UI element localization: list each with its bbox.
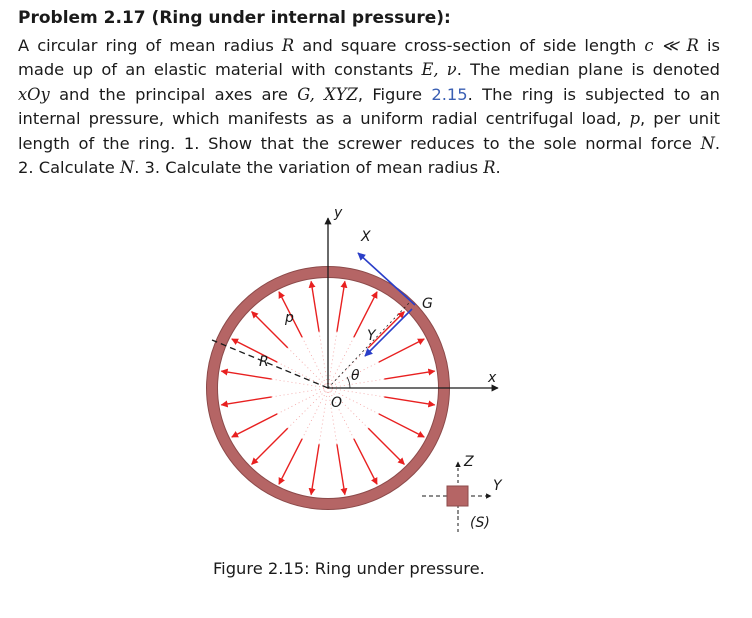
pressure-arrow bbox=[384, 371, 434, 379]
text-run: 2. Calculate bbox=[18, 158, 120, 178]
pressure-arrow bbox=[379, 339, 424, 362]
pressure-arrow bbox=[311, 281, 319, 331]
dotted-radial bbox=[272, 388, 328, 397]
label-section-Y: Y bbox=[493, 478, 502, 494]
text-run: is bbox=[698, 36, 720, 55]
label-p: p bbox=[285, 310, 294, 326]
pressure-arrow bbox=[252, 428, 288, 464]
pressure-arrow bbox=[232, 414, 277, 437]
pressure-arrow bbox=[368, 428, 404, 464]
figure-caption: Figure 2.15: Ring under pressure. bbox=[213, 559, 485, 578]
label-X: X bbox=[361, 229, 371, 245]
pressure-arrow bbox=[279, 439, 302, 484]
dotted-radial bbox=[288, 348, 328, 388]
dotted-radial bbox=[277, 388, 328, 414]
text-run: . 3. Calculate the variation of mean radius bbox=[134, 158, 484, 178]
text-run: . bbox=[714, 133, 720, 153]
pressure-arrow bbox=[232, 339, 277, 362]
text-run: , Figure bbox=[357, 84, 432, 104]
math-symbol: c ≪ R bbox=[644, 36, 699, 55]
label-Z: Z bbox=[464, 454, 474, 470]
label-section-S: (S) bbox=[470, 515, 490, 531]
label-R: R bbox=[259, 354, 269, 370]
radius-to-G-line bbox=[328, 302, 410, 388]
pressure-arrow bbox=[337, 444, 345, 494]
pressure-arrow bbox=[379, 414, 424, 437]
text-run: A circular ring of mean radius bbox=[18, 36, 282, 55]
text-run: and the principal axes are bbox=[49, 84, 298, 104]
math-symbol: R bbox=[281, 36, 295, 55]
dotted-radial bbox=[328, 337, 354, 388]
dotted-radial bbox=[319, 388, 328, 444]
label-theta: θ bbox=[351, 368, 360, 384]
label-G: G bbox=[422, 296, 433, 312]
radius-line bbox=[212, 340, 328, 388]
dotted-radial bbox=[277, 362, 328, 388]
label-Y: Y bbox=[367, 328, 376, 344]
dotted-radial bbox=[319, 332, 328, 388]
figure-reference-link[interactable]: 2.15 bbox=[431, 84, 468, 104]
theta-arc bbox=[347, 377, 350, 388]
text-run: length of the ring. 1. Show that the screwer reduces to the sole normal force bbox=[18, 133, 701, 153]
pressure-arrow bbox=[311, 444, 319, 494]
label-y: y bbox=[334, 205, 343, 221]
math-symbol: xOy bbox=[18, 84, 50, 104]
problem-title: Problem 2.17 (Ring under internal pressure): bbox=[18, 8, 451, 28]
dotted-radial bbox=[272, 379, 328, 388]
text-run: made up of an elastic material with constants bbox=[18, 60, 422, 80]
text-run: . bbox=[495, 158, 501, 178]
pressure-arrow bbox=[221, 371, 271, 379]
label-O: O bbox=[331, 395, 343, 411]
text-run: . The median plane is denoted bbox=[456, 60, 720, 80]
pressure-arrow bbox=[337, 281, 345, 331]
dotted-radial bbox=[302, 388, 328, 439]
dotted-radial bbox=[302, 337, 328, 388]
math-symbol: E, ν bbox=[421, 60, 457, 80]
math-symbol: p bbox=[629, 109, 641, 129]
math-symbol: N bbox=[119, 158, 135, 178]
text-run: internal pressure, which manifests as a uniform radial centrifugal load, bbox=[18, 109, 630, 129]
pressure-arrow bbox=[354, 439, 377, 484]
text-run: and square cross-section of side length bbox=[294, 36, 645, 55]
pressure-arrow bbox=[384, 397, 434, 405]
math-symbol: R bbox=[483, 158, 496, 178]
text-run: , per unit bbox=[640, 109, 720, 129]
dotted-radial bbox=[288, 388, 328, 428]
pressure-arrow bbox=[252, 312, 288, 348]
math-symbol: N bbox=[700, 133, 715, 153]
pressure-arrow bbox=[221, 397, 271, 405]
text-run: . The ring is subjected to an bbox=[467, 84, 720, 104]
label-x: x bbox=[488, 370, 497, 386]
dotted-radial bbox=[328, 348, 368, 388]
math-symbol: G, XYZ bbox=[297, 84, 358, 104]
